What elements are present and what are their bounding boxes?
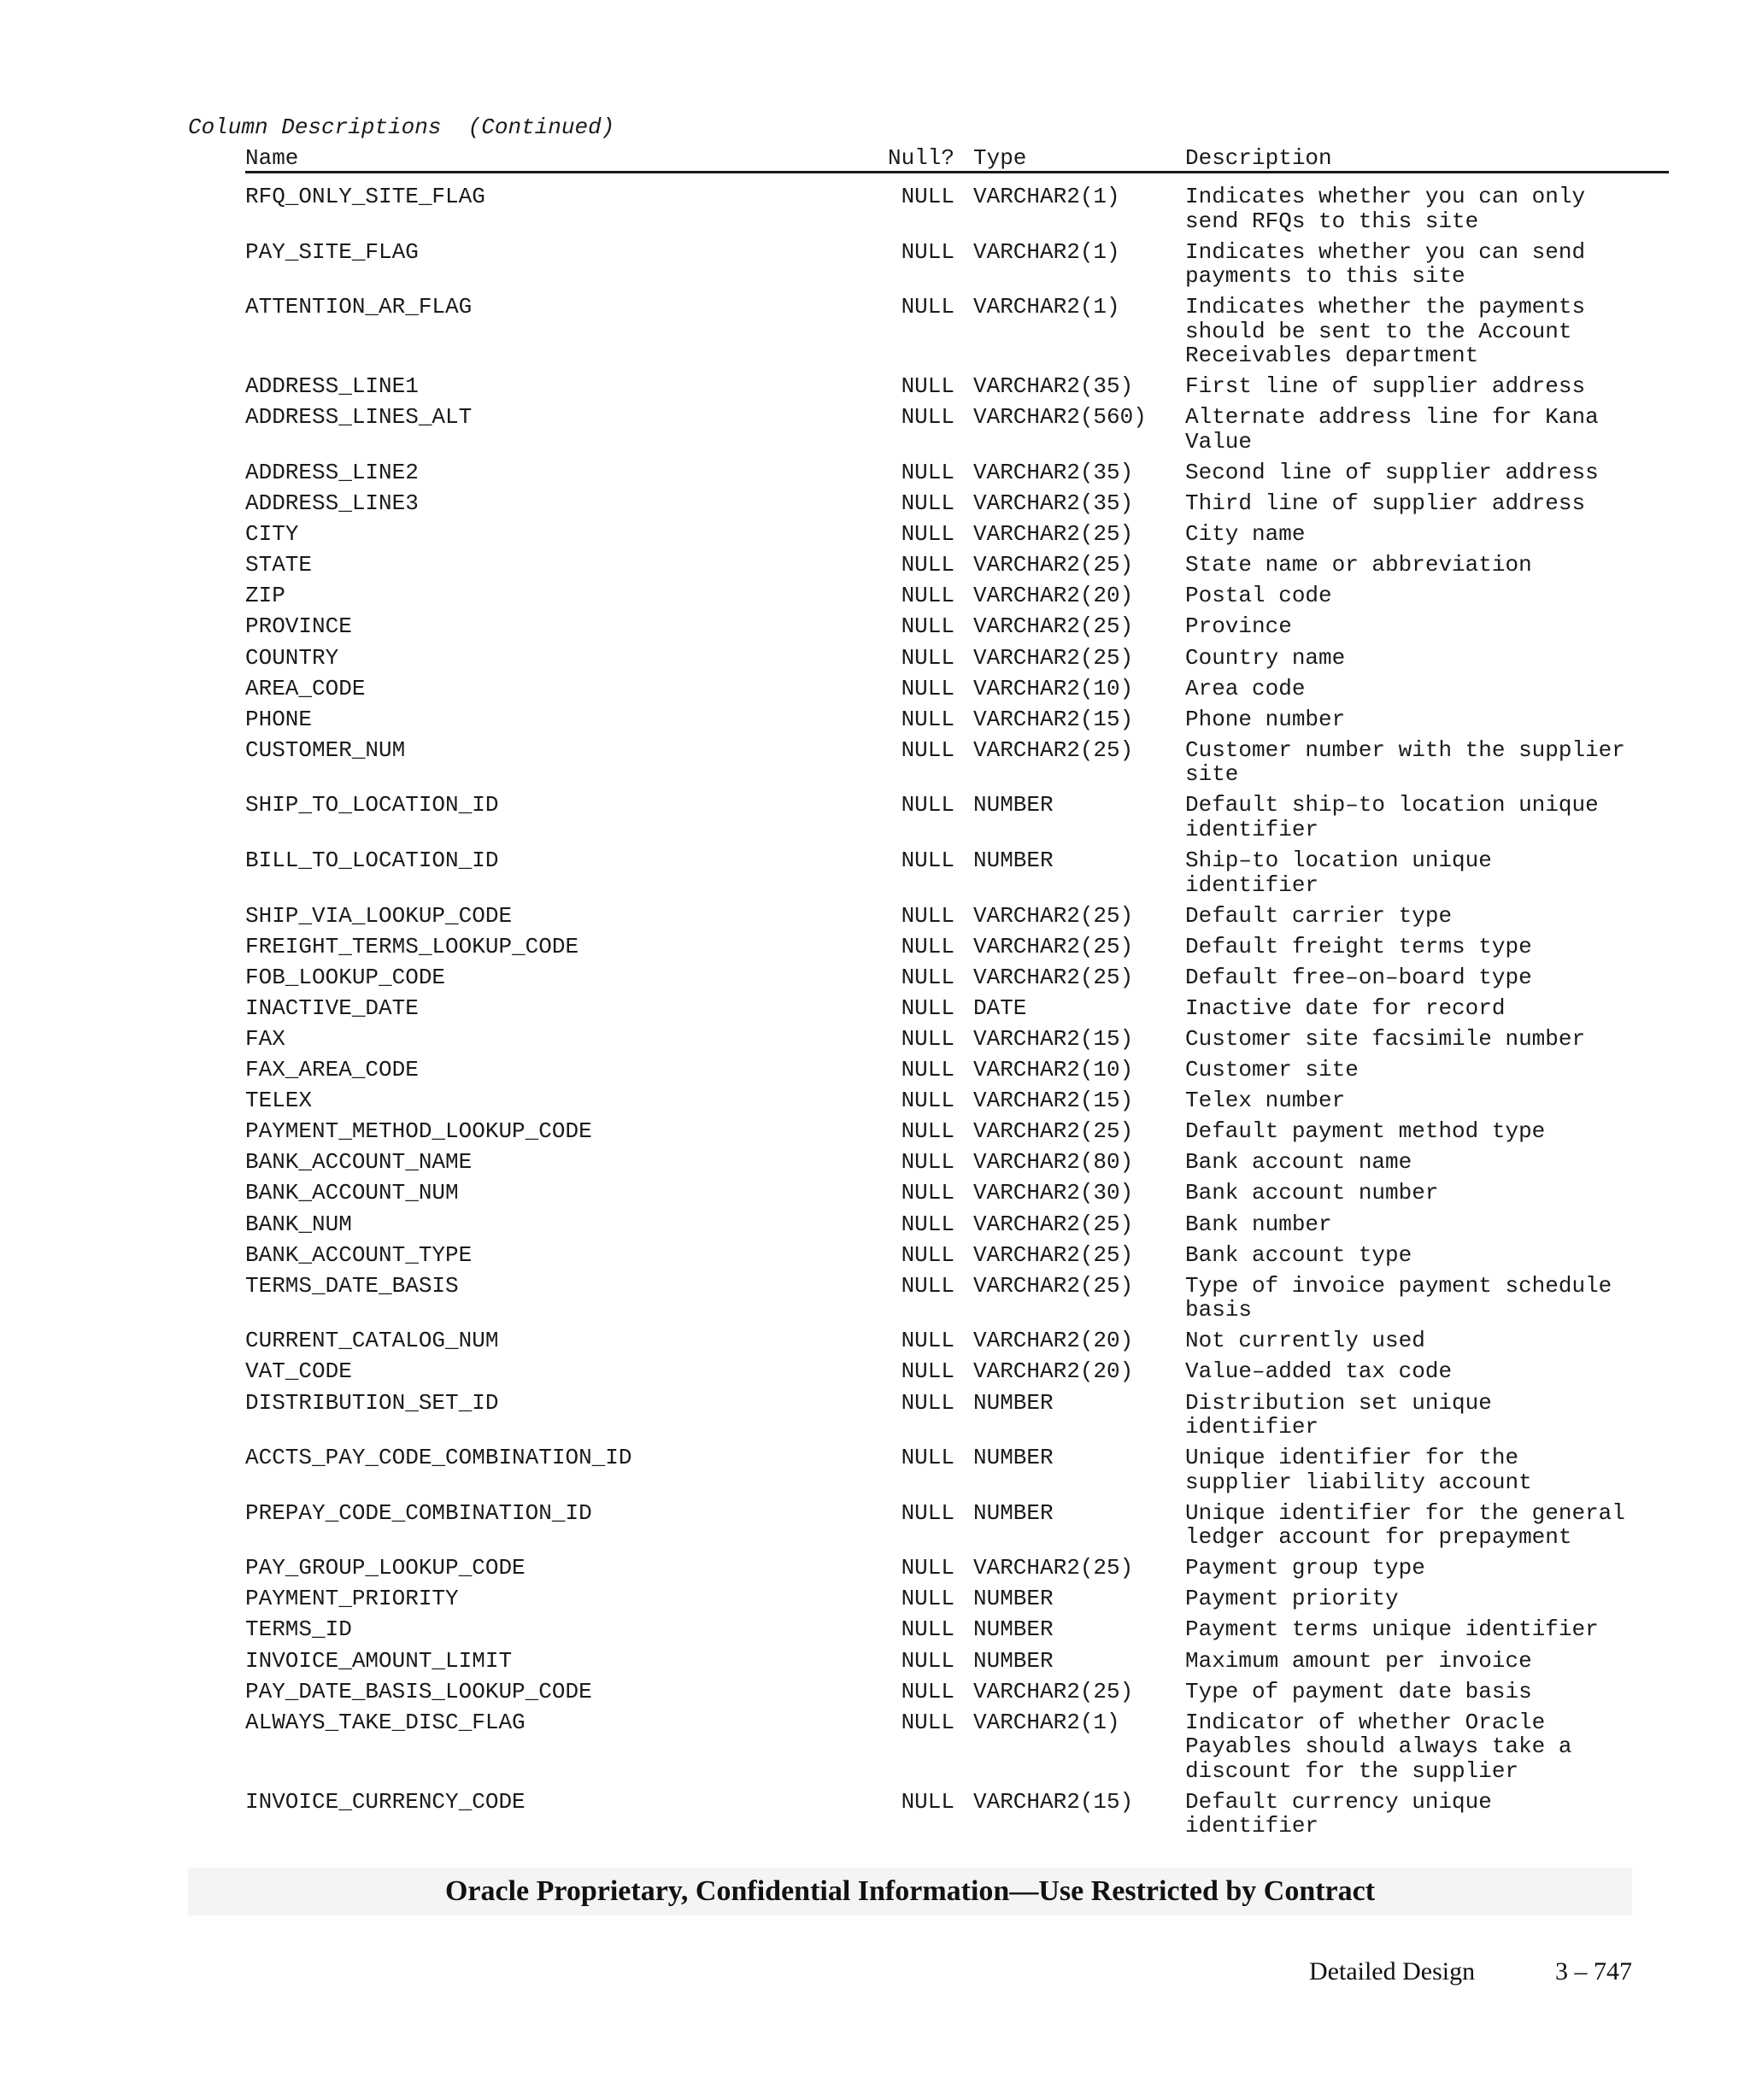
description-cell: Customer site — [1185, 1057, 1359, 1083]
column-name-cell: ACCTS_PAY_CODE_COMBINATION_ID — [245, 1445, 632, 1471]
description-cell: Maximum amount per invoice — [1185, 1647, 1532, 1674]
type-cell: VARCHAR2(15) — [973, 1025, 1134, 1052]
table-row — [245, 965, 1669, 996]
table-row — [245, 1587, 1669, 1617]
description-cell: First line of supplier address — [1185, 373, 1586, 400]
null-cell: NULL — [901, 1678, 954, 1704]
type-cell: VARCHAR2(25) — [973, 613, 1134, 640]
column-header-type: Type — [973, 145, 1027, 171]
column-name-cell: FAX — [245, 1025, 285, 1052]
null-cell: NULL — [901, 521, 954, 548]
column-name-cell: FOB_LOOKUP_CODE — [245, 964, 446, 990]
table-row — [245, 240, 1669, 296]
column-name-cell: INACTIVE_DATE — [245, 994, 419, 1021]
column-name-cell: ATTENTION_AR_FLAG — [245, 294, 473, 320]
type-cell: VARCHAR2(25) — [973, 933, 1134, 959]
null-cell: NULL — [901, 1118, 954, 1145]
null-cell: NULL — [901, 1211, 954, 1237]
type-cell: VARCHAR2(1) — [973, 238, 1120, 265]
table-row — [245, 848, 1669, 904]
table-row — [245, 1556, 1669, 1587]
column-name-cell: PAY_DATE_BASIS_LOOKUP_CODE — [245, 1678, 592, 1704]
table-row — [245, 677, 1669, 707]
description-cell: Payment group type — [1185, 1555, 1425, 1581]
type-cell: VARCHAR2(25) — [973, 1678, 1134, 1704]
column-name-cell: ADDRESS_LINES_ALT — [245, 404, 473, 431]
null-cell: NULL — [901, 1358, 954, 1385]
table-row — [245, 646, 1669, 677]
null-cell: NULL — [901, 1555, 954, 1581]
null-cell: NULL — [901, 848, 954, 873]
column-name-cell: FREIGHT_TERMS_LOOKUP_CODE — [245, 933, 579, 959]
description-cell: Phone number — [1185, 706, 1346, 732]
null-cell: NULL — [901, 706, 954, 732]
column-header-null: Null? — [887, 145, 954, 171]
table-row — [245, 996, 1669, 1027]
null-cell: NULL — [901, 1586, 954, 1612]
table-row — [245, 1181, 1669, 1211]
type-cell: VARCHAR2(80) — [973, 1149, 1134, 1176]
column-name-cell: ALWAYS_TAKE_DISC_FLAG — [245, 1709, 526, 1735]
table-row — [245, 374, 1669, 405]
description-cell: Type of invoice payment schedule basis — [1185, 1272, 1612, 1323]
header-rule — [245, 171, 1669, 173]
description-cell: Customer number with the supplier site — [1185, 736, 1625, 788]
type-cell: VARCHAR2(15) — [973, 706, 1134, 732]
type-cell: VARCHAR2(560) — [973, 404, 1147, 431]
type-cell: DATE — [973, 994, 1027, 1021]
column-name-cell: TELEX — [245, 1088, 313, 1114]
description-cell: Bank account number — [1185, 1180, 1439, 1206]
footer-section-name: Detailed Design — [1309, 1957, 1476, 1986]
description-cell: Inactive date for record — [1185, 994, 1506, 1021]
type-cell: VARCHAR2(20) — [973, 1328, 1134, 1354]
table-row — [245, 460, 1669, 491]
table-row — [245, 707, 1669, 738]
table-row — [245, 1243, 1669, 1274]
type-cell: VARCHAR2(1) — [973, 294, 1120, 320]
table-row — [245, 1446, 1669, 1501]
description-cell: Not currently used — [1185, 1328, 1425, 1354]
column-name-cell: COUNTRY — [245, 644, 339, 671]
table-row — [245, 1027, 1669, 1058]
column-name-cell: TERMS_DATE_BASIS — [245, 1272, 459, 1299]
table-row — [245, 405, 1669, 460]
description-cell: Province — [1185, 613, 1292, 640]
description-cell: Indicates whether the payments should be sent to the Account Receivables department — [1185, 294, 1586, 369]
null-cell: NULL — [901, 459, 954, 485]
table-row — [245, 1790, 1669, 1845]
type-cell: VARCHAR2(25) — [973, 1118, 1134, 1145]
table-row — [245, 935, 1669, 965]
type-cell: VARCHAR2(1) — [973, 184, 1120, 209]
null-cell: NULL — [901, 1025, 954, 1052]
column-name-cell: VAT_CODE — [245, 1358, 352, 1385]
table-row — [245, 185, 1669, 240]
null-cell: NULL — [901, 184, 954, 209]
null-cell: NULL — [901, 1616, 954, 1643]
table-row — [245, 1680, 1669, 1710]
description-cell: Area code — [1185, 675, 1306, 701]
column-name-cell: CURRENT_CATALOG_NUM — [245, 1328, 499, 1354]
column-name-cell: ADDRESS_LINE3 — [245, 490, 419, 517]
table-row — [245, 1058, 1669, 1088]
type-cell: NUMBER — [973, 1647, 1054, 1674]
null-cell: NULL — [901, 933, 954, 959]
null-cell: NULL — [901, 1272, 954, 1299]
column-name-cell: PHONE — [245, 706, 313, 732]
type-cell: VARCHAR2(25) — [973, 552, 1134, 578]
description-cell: Bank number — [1185, 1211, 1332, 1237]
null-cell: NULL — [901, 902, 954, 929]
column-name-cell: CUSTOMER_NUM — [245, 736, 406, 763]
null-cell: NULL — [901, 238, 954, 265]
null-cell: NULL — [901, 613, 954, 640]
null-cell: NULL — [901, 1149, 954, 1176]
null-cell: NULL — [901, 552, 954, 578]
type-cell: NUMBER — [973, 1586, 1054, 1612]
null-cell: NULL — [901, 1445, 954, 1471]
type-cell: VARCHAR2(20) — [973, 583, 1134, 609]
table-row — [245, 1710, 1669, 1790]
section-title: Column Descriptions (Continued) — [188, 114, 615, 140]
column-name-cell: PROVINCE — [245, 613, 352, 640]
null-cell: NULL — [901, 1180, 954, 1206]
null-cell: NULL — [901, 404, 954, 431]
description-cell: Payment terms unique identifier — [1185, 1616, 1599, 1643]
description-cell: Distribution set unique identifier — [1185, 1389, 1492, 1440]
null-cell: NULL — [901, 1241, 954, 1268]
column-header-description: Description — [1185, 145, 1332, 171]
column-name-cell: RFQ_ONLY_SITE_FLAG — [245, 184, 485, 209]
description-cell: Indicator of whether Oracle Payables should always take a discount for the supplier — [1185, 1709, 1572, 1784]
type-cell: NUMBER — [973, 792, 1054, 818]
type-cell: VARCHAR2(1) — [973, 1709, 1120, 1735]
type-cell: VARCHAR2(15) — [973, 1088, 1134, 1114]
description-cell: Telex number — [1185, 1088, 1346, 1114]
table-row — [245, 295, 1669, 374]
column-name-cell: PREPAY_CODE_COMBINATION_ID — [245, 1499, 592, 1526]
description-cell: State name or abbreviation — [1185, 552, 1532, 578]
column-name-cell: PAY_SITE_FLAG — [245, 238, 419, 265]
type-cell: VARCHAR2(25) — [973, 964, 1134, 990]
column-name-cell: PAYMENT_PRIORITY — [245, 1586, 459, 1612]
type-cell: VARCHAR2(10) — [973, 675, 1134, 701]
type-cell: VARCHAR2(30) — [973, 1180, 1134, 1206]
null-cell: NULL — [901, 490, 954, 517]
null-cell: NULL — [901, 583, 954, 609]
column-name-cell: PAYMENT_METHOD_LOOKUP_CODE — [245, 1118, 592, 1145]
type-cell: NUMBER — [973, 1445, 1054, 1471]
table-row — [245, 1150, 1669, 1181]
column-name-cell: BANK_NUM — [245, 1211, 352, 1237]
null-cell: NULL — [901, 1088, 954, 1114]
table-row — [245, 1501, 1669, 1557]
table-row — [245, 1119, 1669, 1150]
type-cell: VARCHAR2(35) — [973, 373, 1134, 400]
column-name-cell: BILL_TO_LOCATION_ID — [245, 848, 499, 873]
description-cell: Value–added tax code — [1185, 1358, 1453, 1385]
page-number: 3 – 747 — [1555, 1957, 1632, 1986]
type-cell: VARCHAR2(10) — [973, 1057, 1134, 1083]
description-cell: Country name — [1185, 644, 1346, 671]
type-cell: VARCHAR2(20) — [973, 1358, 1134, 1385]
description-cell: Type of payment date basis — [1185, 1678, 1532, 1704]
table-row — [245, 584, 1669, 614]
description-cell: Second line of supplier address — [1185, 459, 1599, 485]
column-name-cell: BANK_ACCOUNT_NUM — [245, 1180, 459, 1206]
column-name-cell: ADDRESS_LINE2 — [245, 459, 419, 485]
description-cell: City name — [1185, 521, 1306, 548]
type-cell: NUMBER — [973, 848, 1054, 873]
type-cell: NUMBER — [973, 1389, 1054, 1416]
null-cell: NULL — [901, 294, 954, 320]
type-cell: VARCHAR2(25) — [973, 1211, 1134, 1237]
table-row — [245, 1617, 1669, 1648]
description-cell: Bank account type — [1185, 1241, 1412, 1268]
null-cell: NULL — [901, 994, 954, 1021]
table-row — [245, 1274, 1669, 1329]
null-cell: NULL — [901, 1328, 954, 1354]
description-cell: Payment priority — [1185, 1586, 1399, 1612]
description-cell: Unique identifier for the general ledger account for prepayment — [1185, 1499, 1625, 1551]
null-cell: NULL — [901, 736, 954, 763]
null-cell: NULL — [901, 792, 954, 818]
description-cell: Postal code — [1185, 583, 1332, 609]
type-cell: NUMBER — [973, 1616, 1054, 1643]
page-footer — [1282, 1955, 1632, 1989]
description-cell: Default currency unique identifier — [1185, 1788, 1492, 1839]
type-cell: VARCHAR2(35) — [973, 459, 1134, 485]
type-cell: VARCHAR2(15) — [973, 1788, 1134, 1815]
description-cell: Ship–to location unique identifier — [1185, 848, 1492, 898]
type-cell: VARCHAR2(25) — [973, 644, 1134, 671]
description-cell: Indicates whether you can send payments to this site — [1185, 238, 1586, 290]
null-cell: NULL — [901, 675, 954, 701]
column-table-body — [245, 185, 1669, 1845]
null-cell: NULL — [901, 1647, 954, 1674]
null-cell: NULL — [901, 1499, 954, 1526]
table-row — [245, 1649, 1669, 1680]
type-cell: VARCHAR2(35) — [973, 490, 1134, 517]
confidential-notice: Oracle Proprietary, Confidential Information––Use Restricted by Contract — [444, 1875, 1376, 1907]
column-name-cell: PAY_GROUP_LOOKUP_CODE — [245, 1555, 526, 1581]
table-row — [245, 553, 1669, 584]
column-name-cell: CITY — [245, 521, 299, 548]
column-name-cell: SHIP_TO_LOCATION_ID — [245, 792, 499, 818]
column-name-cell: AREA_CODE — [245, 675, 366, 701]
null-cell: NULL — [901, 1389, 954, 1416]
description-cell: Default free–on–board type — [1185, 964, 1532, 990]
description-cell: Default carrier type — [1185, 902, 1453, 929]
confidential-banner — [188, 1868, 1632, 1915]
type-cell: VARCHAR2(25) — [973, 902, 1134, 929]
type-cell: VARCHAR2(25) — [973, 1272, 1134, 1299]
description-cell: Alternate address line for Kana Value — [1185, 404, 1599, 455]
type-cell: NUMBER — [973, 1499, 1054, 1526]
type-cell: VARCHAR2(25) — [973, 521, 1134, 548]
null-cell: NULL — [901, 1709, 954, 1735]
description-cell: Default payment method type — [1185, 1118, 1546, 1145]
column-name-cell: INVOICE_AMOUNT_LIMIT — [245, 1647, 513, 1674]
column-name-cell: TERMS_ID — [245, 1616, 352, 1643]
description-cell: Bank account name — [1185, 1149, 1412, 1176]
table-row — [245, 1212, 1669, 1243]
description-cell: Customer site facsimile number — [1185, 1025, 1586, 1052]
description-cell: Third line of supplier address — [1185, 490, 1586, 517]
column-name-cell: STATE — [245, 552, 313, 578]
table-row — [245, 1359, 1669, 1390]
table-row — [245, 1391, 1669, 1446]
table-row — [245, 738, 1669, 794]
null-cell: NULL — [901, 964, 954, 990]
description-cell: Unique identifier for the supplier liability account — [1185, 1445, 1532, 1495]
column-name-cell: ADDRESS_LINE1 — [245, 373, 419, 400]
table-row — [245, 1329, 1669, 1359]
description-cell: Indicates whether you can only send RFQs to this site — [1185, 184, 1586, 234]
column-name-cell: ZIP — [245, 583, 285, 609]
description-cell: Default freight terms type — [1185, 933, 1532, 959]
table-row — [245, 793, 1669, 848]
column-name-cell: INVOICE_CURRENCY_CODE — [245, 1788, 526, 1815]
table-row — [245, 614, 1669, 645]
null-cell: NULL — [901, 644, 954, 671]
column-header-name: Name — [245, 145, 299, 171]
description-cell: Default ship–to location unique identifier — [1185, 792, 1599, 842]
table-header — [245, 145, 1669, 171]
type-cell: VARCHAR2(25) — [973, 736, 1134, 763]
table-row — [245, 904, 1669, 935]
column-name-cell: DISTRIBUTION_SET_ID — [245, 1389, 499, 1416]
null-cell: NULL — [901, 1057, 954, 1083]
table-row — [245, 1088, 1669, 1119]
null-cell: NULL — [901, 1788, 954, 1815]
type-cell: VARCHAR2(25) — [973, 1555, 1134, 1581]
column-name-cell: BANK_ACCOUNT_TYPE — [245, 1241, 473, 1268]
table-row — [245, 491, 1669, 522]
column-name-cell: FAX_AREA_CODE — [245, 1057, 419, 1083]
column-name-cell: SHIP_VIA_LOOKUP_CODE — [245, 902, 513, 929]
table-row — [245, 522, 1669, 553]
type-cell: VARCHAR2(25) — [973, 1241, 1134, 1268]
column-name-cell: BANK_ACCOUNT_NAME — [245, 1149, 473, 1176]
null-cell: NULL — [901, 373, 954, 400]
